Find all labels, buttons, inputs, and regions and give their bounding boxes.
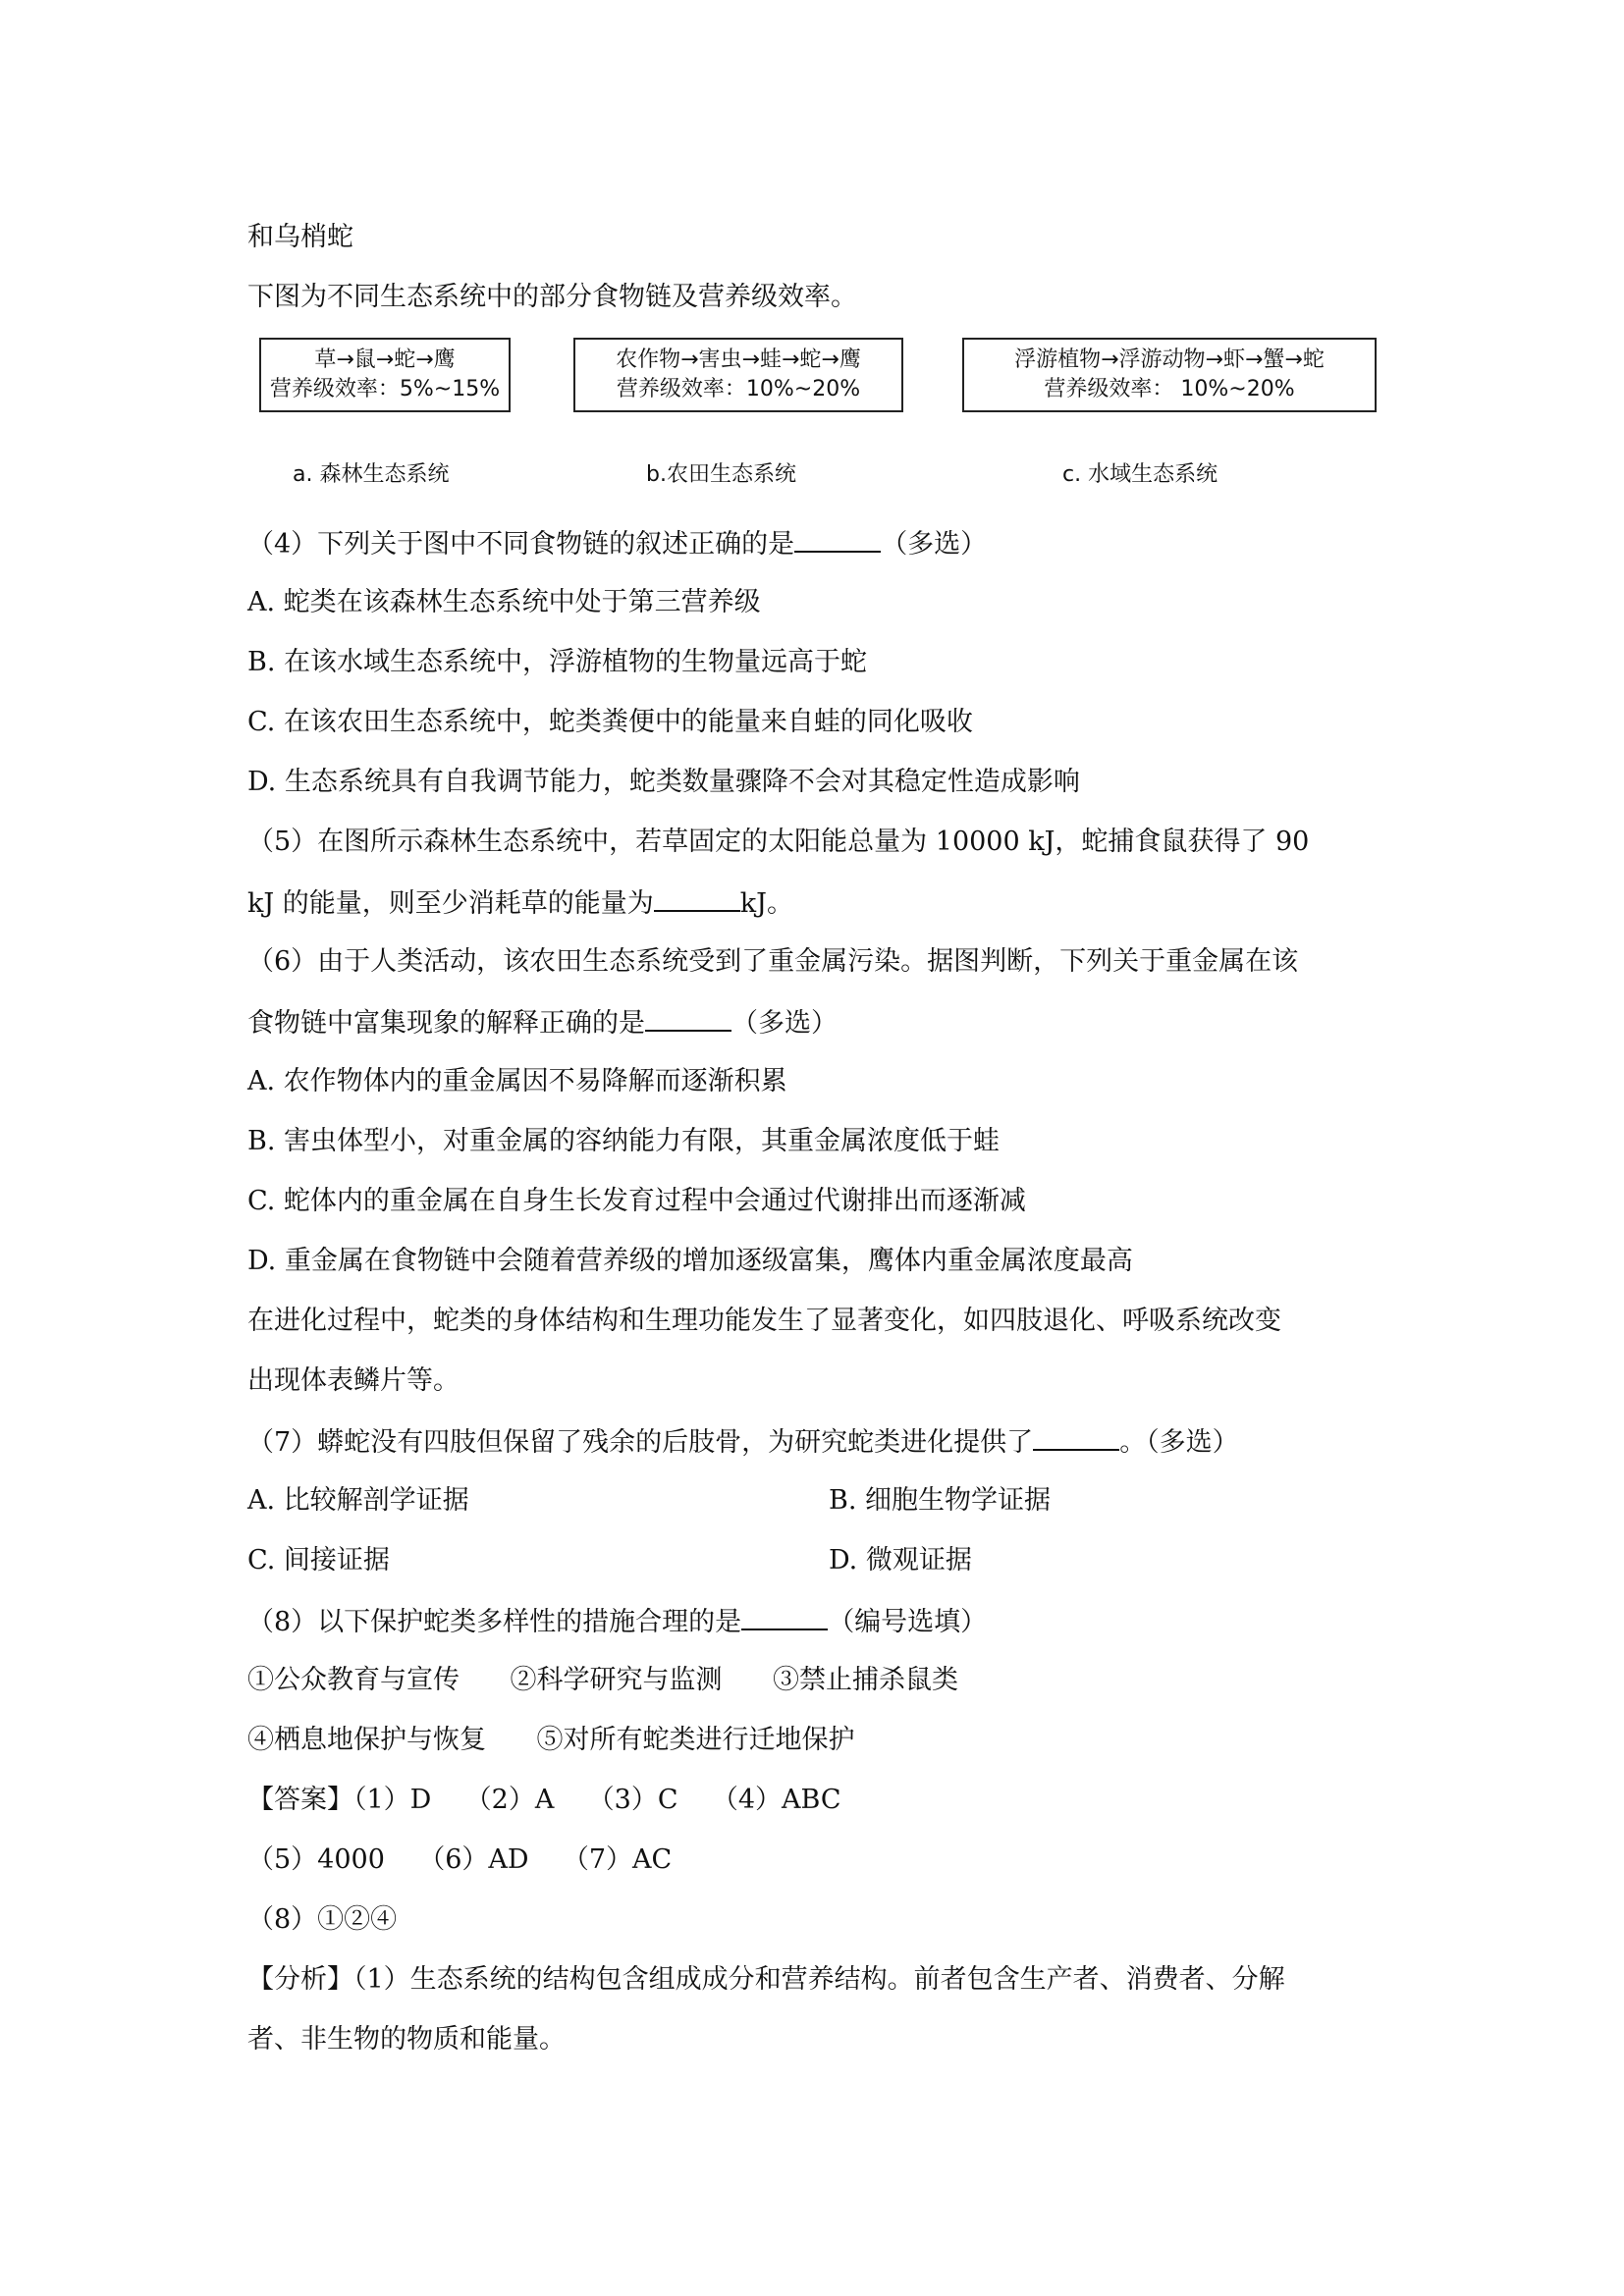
food-chain-box-water — [962, 338, 1377, 412]
q8-options-row2: ④栖息地保护与恢复 ⑤对所有蛇类进行迁地保护 — [247, 1725, 855, 1755]
answer-blank[interactable] — [654, 884, 740, 912]
food-chain-water: 浮游植物→浮游动物→虾→蟹→蛇 — [1014, 347, 1325, 372]
q6-option-d: D. 重金属在食物链中会随着营养级的增加逐级富集，鹰体内重金属浓度最高 — [247, 1246, 1133, 1276]
intro-tail: 和乌梢蛇 — [247, 222, 353, 252]
analysis-line1: 【分析】（1）生态系统的结构包含组成成分和营养结构。前者包含生产者、消费者、分解 — [247, 1964, 1285, 1995]
question-5-text: kJ 的能量，则至少消耗草的能量为 — [247, 888, 654, 919]
question-8-text: （8）以下保护蛇类多样性的措施合理的是 — [247, 1607, 742, 1637]
q7-options-row2 — [247, 1543, 972, 1578]
answer-blank[interactable] — [645, 1004, 731, 1032]
question-8-note: （编号选填） — [828, 1607, 988, 1637]
caption-forest: a. 森林生态系统 — [293, 462, 450, 487]
caption-water: c. 水域生态系统 — [1062, 462, 1218, 487]
q7-option-b: B. 细胞生物学证据 — [829, 1485, 1052, 1516]
question-6-line2 — [247, 1004, 838, 1041]
answer-blank[interactable] — [741, 1603, 828, 1630]
efficiency-water: 营养级效率： 10%~20% — [1044, 377, 1295, 401]
question-4-note: （多选） — [881, 529, 988, 560]
answer-line3: （8）①②④ — [247, 1904, 398, 1935]
q4-option-d: D. 生态系统具有自我调节能力，蛇类数量骤降不会对其稳定性造成影响 — [247, 767, 1080, 797]
figure-description: 下图为不同生态系统中的部分食物链及营养级效率。 — [247, 282, 857, 312]
question-7-text: （7）蟒蛇没有四肢但保留了残余的后肢骨，为研究蛇类进化提供了 — [247, 1427, 1034, 1458]
q7-option-a: A. 比较解剖学证据 — [247, 1485, 469, 1516]
q4-option-c: C. 在该农田生态系统中，蛇类粪便中的能量来自蛙的同化吸收 — [247, 707, 973, 737]
question-5-line1: （5）在图所示森林生态系统中，若草固定的太阳能总量为 10000 kJ，蛇捕食鼠获得了 90 — [247, 827, 1310, 857]
efficiency-forest: 营养级效率：5%~15% — [269, 377, 501, 401]
q8-options-row1: ①公众教育与宣传 ②科学研究与监测 ③禁止捕杀鼠类 — [247, 1665, 958, 1695]
food-chain-farmland: 农作物→害虫→蛙→蛇→鹰 — [616, 347, 861, 372]
question-5-line2 — [247, 884, 793, 922]
q6-option-c: C. 蛇体内的重金属在自身生长发育过程中会通过代谢排出而逐渐减 — [247, 1186, 1026, 1216]
q7-options-row1 — [247, 1483, 1052, 1519]
efficiency-farmland: 营养级效率：10%~20% — [616, 377, 861, 401]
food-chain-box-forest — [259, 338, 511, 412]
question-7-stem — [247, 1423, 1239, 1461]
food-chain-forest: 草→鼠→蛇→鹰 — [314, 347, 456, 372]
q6-option-b: B. 害虫体型小，对重金属的容纳能力有限，其重金属浓度低于蛙 — [247, 1126, 1001, 1156]
question-4-text: （4）下列关于图中不同食物链的叙述正确的是 — [247, 529, 795, 560]
question-6-line1: （6）由于人类活动，该农田生态系统受到了重金属污染。据图判断，下列关于重金属在该 — [247, 946, 1299, 977]
q7-option-c: C. 间接证据 — [247, 1545, 390, 1575]
evolution-line2: 出现体表鳞片等。 — [247, 1365, 460, 1396]
food-chain-box-farmland — [573, 338, 903, 412]
q7-option-d: D. 微观证据 — [829, 1545, 972, 1575]
analysis-line2: 者、非生物的物质和能量。 — [247, 2024, 566, 2055]
answer-line2: （5）4000 （6）AD （7）AC — [247, 1844, 673, 1875]
question-4-stem — [247, 525, 987, 562]
question-8-stem — [247, 1603, 987, 1640]
caption-farmland: b.农田生态系统 — [646, 462, 796, 487]
q4-option-a: A. 蛇类在该森林生态系统中处于第三营养级 — [247, 587, 761, 617]
q4-option-b: B. 在该水域生态系统中，浮游植物的生物量远高于蛇 — [247, 647, 868, 677]
question-6-note: （多选） — [731, 1008, 838, 1039]
question-5-unit: kJ。 — [739, 888, 793, 919]
answer-blank[interactable] — [794, 525, 881, 553]
question-6-text: 食物链中富集现象的解释正确的是 — [247, 1008, 645, 1039]
answer-blank[interactable] — [1033, 1423, 1119, 1451]
evolution-line1: 在进化过程中，蛇类的身体结构和生理功能发生了显著变化，如四肢退化、呼吸系统改变 — [247, 1306, 1281, 1336]
q6-option-a: A. 农作物体内的重金属因不易降解而逐渐积累 — [247, 1066, 787, 1096]
question-7-note: 。（多选） — [1119, 1427, 1239, 1458]
answer-line1: 【答案】（1）D （2）A （3）C （4）ABC — [247, 1785, 841, 1815]
